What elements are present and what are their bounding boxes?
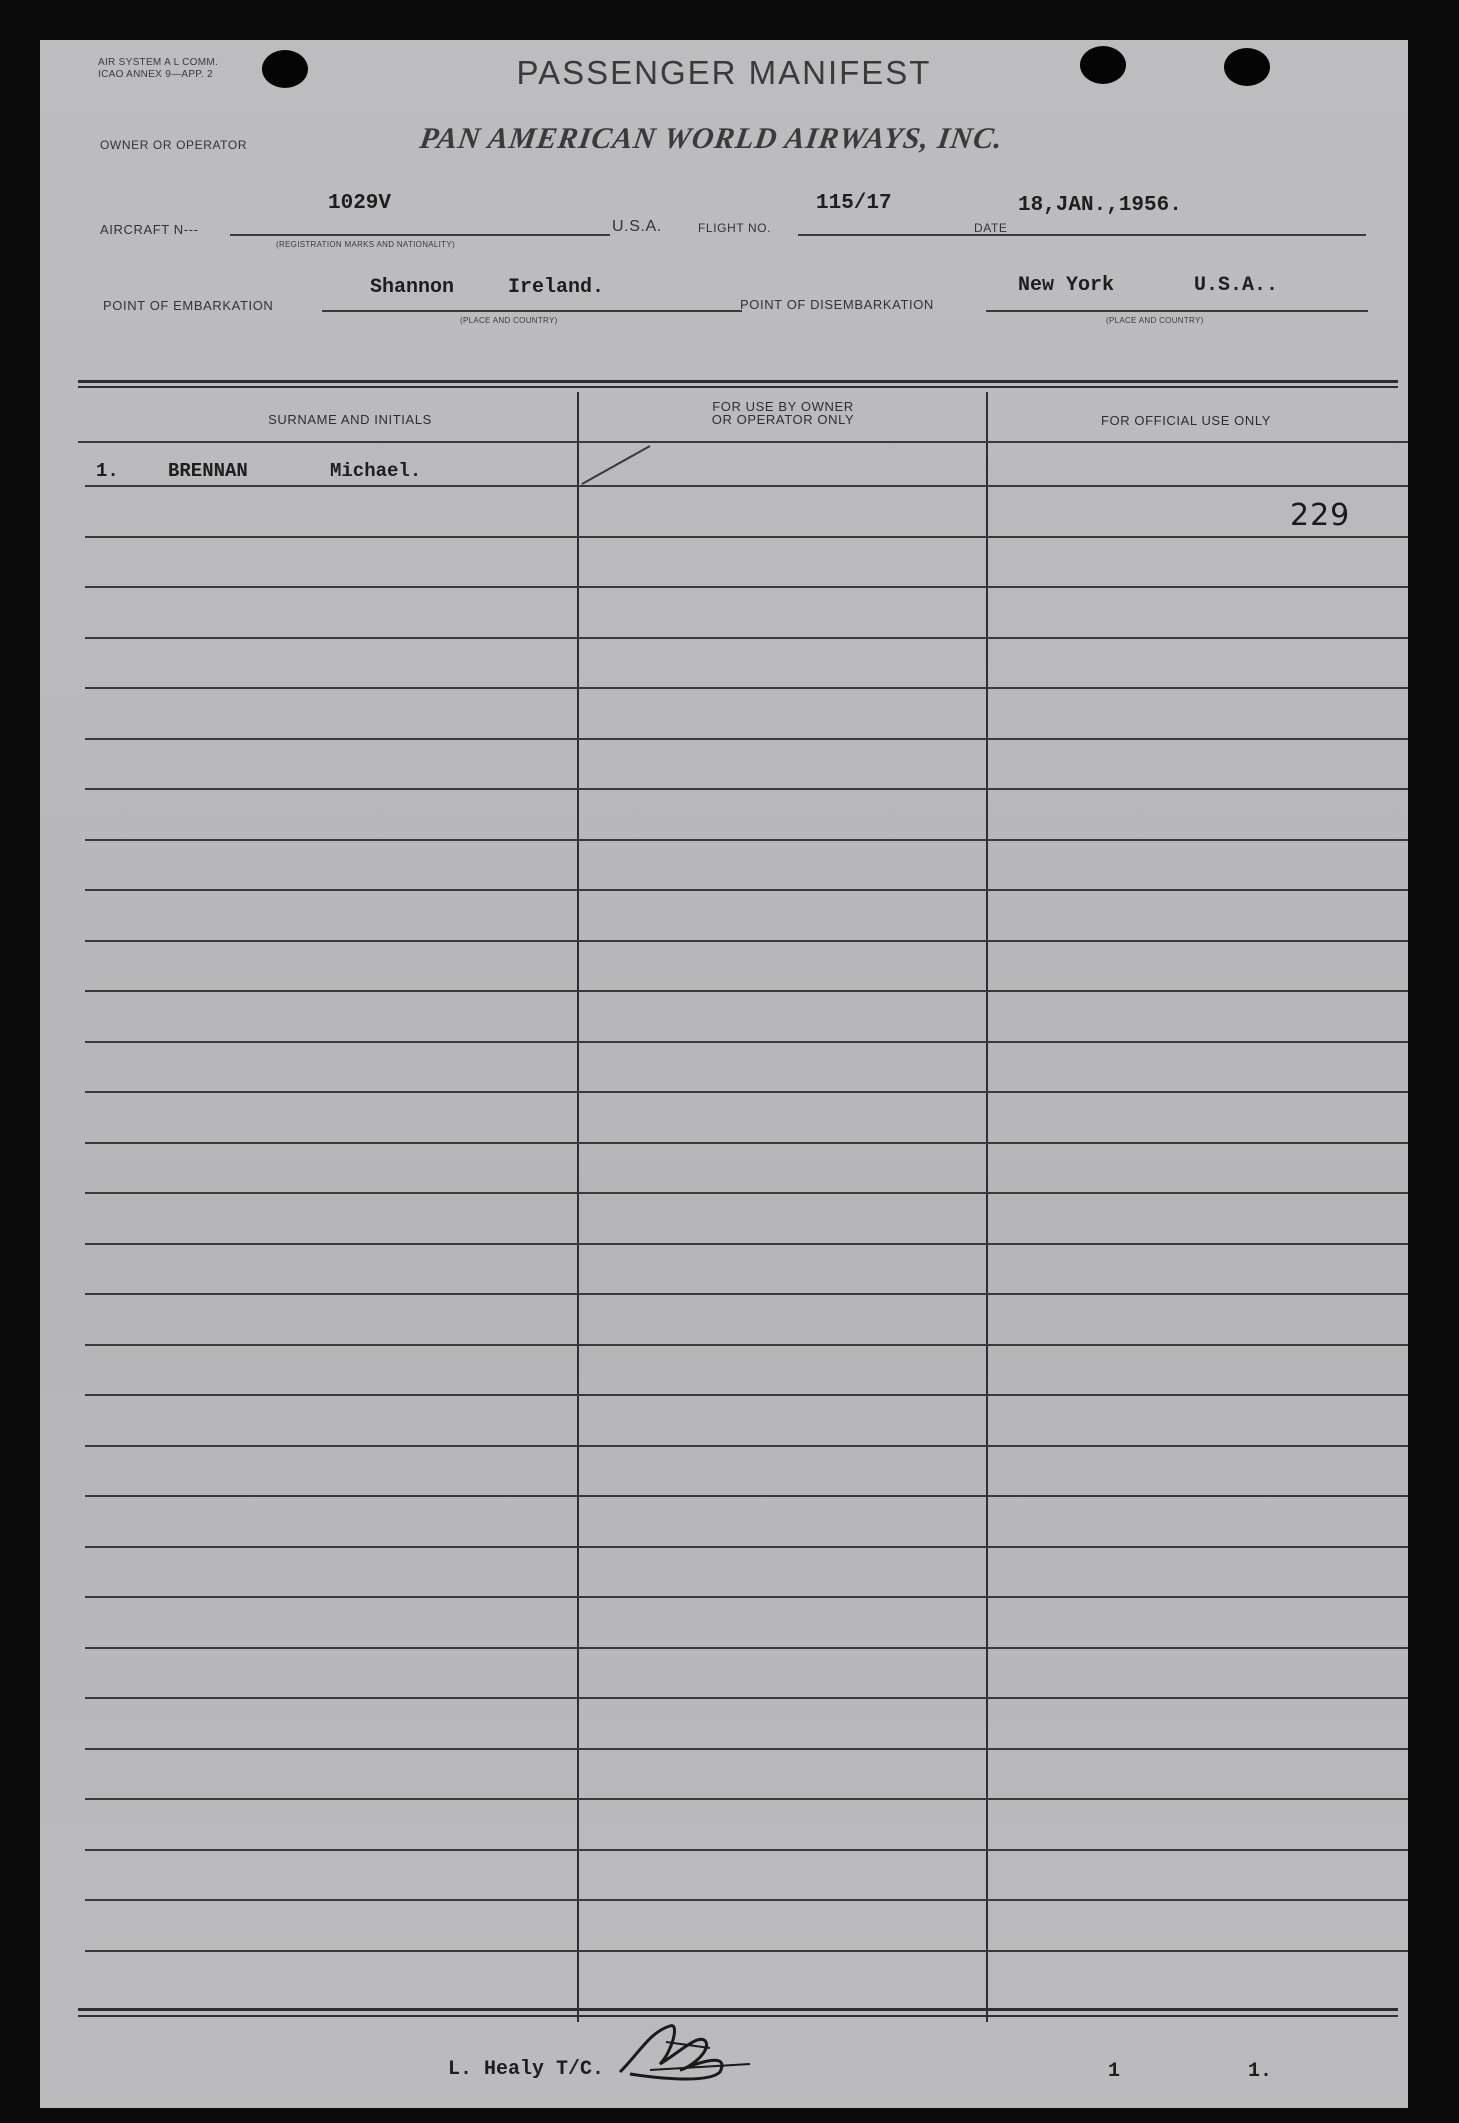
flight-number: 115/17: [816, 192, 892, 215]
embarkation-country: Ireland.: [508, 276, 605, 299]
embarkation-place: Shannon: [370, 276, 455, 299]
aircraft-label: AIRCRAFT N---: [100, 222, 199, 237]
table-row-rule: [85, 889, 1408, 891]
table-row-rule: [85, 788, 1408, 790]
date-label: DATE: [974, 221, 1008, 235]
disembarkation-country: U.S.A..: [1194, 274, 1279, 297]
table-row-rule: [85, 738, 1408, 740]
table-row-rule: [85, 1243, 1408, 1245]
table-row-rule: [85, 1899, 1408, 1901]
table-row-rule: [85, 1445, 1408, 1447]
embarkation-underline: [322, 310, 742, 312]
table-row-rule: [85, 1546, 1408, 1548]
table-row-rule: [85, 1950, 1408, 1952]
table-row-rule: [85, 536, 1408, 538]
operator-check-mark: [580, 440, 660, 490]
date-underline: [1016, 234, 1366, 236]
table-row-rule: [85, 1849, 1408, 1851]
handwritten-signature: [610, 2012, 760, 2092]
manifest-sheet: [40, 40, 1408, 2108]
passenger-number: 1.: [96, 460, 119, 482]
table-top-rule: [78, 380, 1398, 383]
flight-number-label: FLIGHT NO.: [698, 221, 772, 235]
table-row-rule: [85, 1596, 1408, 1598]
table-row-rule: [85, 839, 1408, 841]
table-row-rule: [85, 1495, 1408, 1497]
operator-name: PAN AMERICAN WORLD AIRWAYS, INC.: [417, 122, 1006, 155]
page-number: 1: [1108, 2060, 1121, 2083]
table-row-rule: [85, 1142, 1408, 1144]
signature-text: L. Healy T/C.: [448, 2058, 605, 2081]
operator-column-header-line-1: FOR USE BY OWNER: [712, 399, 854, 414]
embarkation-caption: (PLACE AND COUNTRY): [460, 316, 558, 325]
form-reference-line-2: ICAO ANNEX 9—APP. 2: [98, 69, 214, 80]
flight-date: 18,JAN.,1956.: [1018, 194, 1182, 217]
disembarkation-underline: [986, 310, 1368, 312]
table-row-rule: [85, 485, 1408, 487]
surname-column-header: SURNAME AND INITIALS: [268, 412, 432, 427]
disembarkation-label: POINT OF DISEMBARKATION: [740, 297, 934, 312]
nationality-label: U.S.A.: [612, 218, 662, 235]
table-row-rule: [85, 1344, 1408, 1346]
passenger-given-name: Michael.: [330, 460, 422, 482]
owner-label: OWNER OR OPERATOR: [100, 138, 248, 152]
aircraft-underline: [230, 234, 610, 236]
table-row-rule: [85, 1192, 1408, 1194]
table-row-rule: [85, 940, 1408, 942]
table-row-rule: [85, 637, 1408, 639]
table-row-rule: [85, 1041, 1408, 1043]
table-row-rule: [85, 1394, 1408, 1396]
disembarkation-caption: (PLACE AND COUNTRY): [1106, 316, 1204, 325]
table-row-rule: [85, 687, 1408, 689]
table-row-rule: [85, 1798, 1408, 1800]
table-row-rule: [85, 1293, 1408, 1295]
form-reference-line-1: AIR SYSTEM A L COMM.: [98, 57, 219, 68]
official-column-header: FOR OFFICIAL USE ONLY: [1100, 413, 1272, 428]
table-row-rule: [85, 1091, 1408, 1093]
disembarkation-place: New York: [1018, 274, 1115, 297]
table-row-rule: [85, 1647, 1408, 1649]
table-row-rule: [85, 586, 1408, 588]
aircraft-registration: 1029V: [328, 192, 392, 215]
table-row-rule: [85, 1697, 1408, 1699]
registration-caption: (REGISTRATION MARKS AND NATIONALITY): [276, 240, 455, 249]
page-title: PASSENGER MANIFEST: [516, 54, 932, 91]
official-stamp-number: 229: [1290, 498, 1351, 533]
table-top-rule-inner: [78, 386, 1398, 388]
table-row-rule: [85, 1748, 1408, 1750]
operator-column-header-line-2: OR OPERATOR ONLY: [711, 412, 855, 427]
embarkation-label: POINT OF EMBARKATION: [103, 298, 274, 313]
table-row-rule: [85, 990, 1408, 992]
passenger-surname: BRENNAN: [168, 460, 248, 482]
page-total: 1.: [1248, 2060, 1273, 2083]
table-bottom-rule: [78, 2008, 1398, 2011]
header-bottom-rule: [78, 441, 1408, 443]
